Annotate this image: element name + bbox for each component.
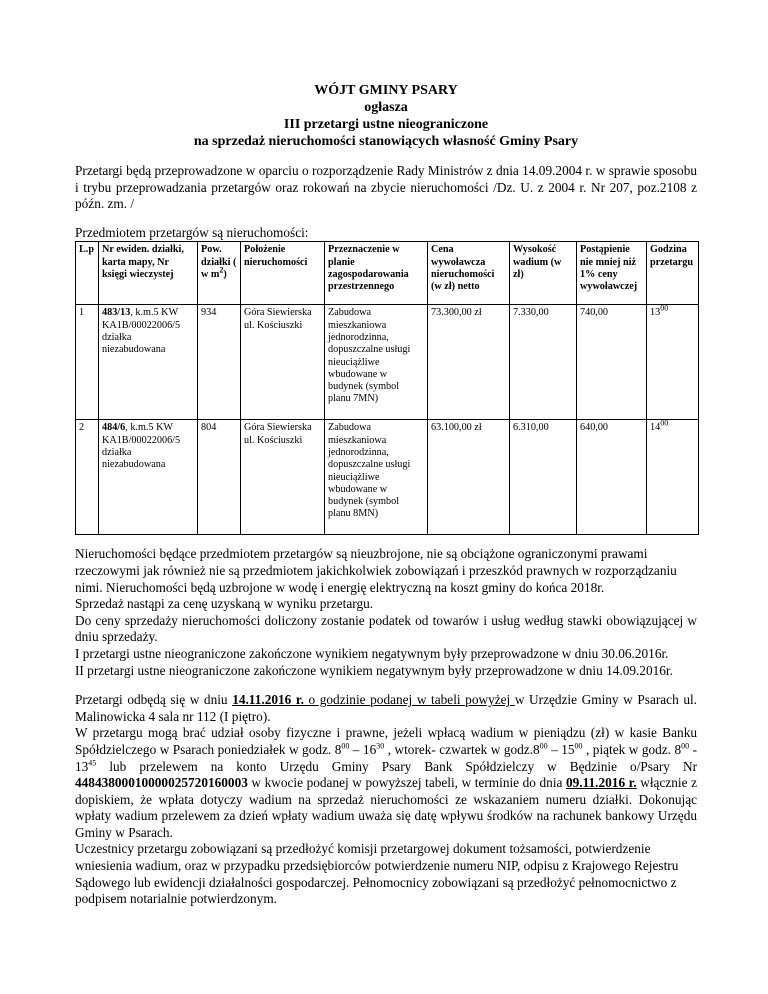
area-header-sup: 2	[219, 265, 224, 275]
cell-lp: 1	[76, 305, 99, 420]
cell-location: Góra Siewierska ul. Kościuszki	[241, 305, 325, 420]
col-header-price: Cena wywoławcza nieruchomości (w zł) netto	[428, 242, 510, 305]
cell-increment: 740,00	[577, 305, 647, 420]
header-description: na sprzedaż nieruchomości stanowiących własność Gminy Psary	[193, 134, 579, 149]
cell-parcel	[99, 305, 198, 420]
time-sup: 00	[539, 741, 548, 751]
deposit-deadline: 09.11.2016 r.	[566, 775, 637, 791]
parcel-details: , k.m.5 KW KA1B/00022006/5 działka niezabudowana	[102, 422, 181, 471]
cell-area: 804	[198, 420, 241, 535]
tender-date-text: Przetargi odbędą się w dniu	[75, 692, 233, 708]
col-header-time: Godzina przetargu	[647, 242, 699, 305]
properties-table	[75, 241, 699, 535]
deposit-text: , wtorek- czwartek w godz.8	[384, 741, 540, 757]
cell-area: 934	[198, 305, 241, 420]
cell-purpose: Zabudowa mieszkaniowa jednorodzinna, dopuszczalne usługi nieuciążliwe wbudowane w budynek (symbol planu 8MN)	[325, 420, 428, 535]
time-hour: 14	[650, 422, 661, 434]
col-header-deposit: Wysokość wadium (w zł)	[510, 242, 577, 305]
area-header-end: )	[223, 268, 227, 280]
table-row	[76, 305, 699, 420]
second-tender-paragraph: II przetargi ustne nieograniczone zakończone wynikiem negatywnym były przeprowadzone w dniu 14.09.2016r.	[75, 662, 673, 678]
cell-location: Góra Siewierska ul. Kościuszki	[241, 420, 325, 535]
first-tender-paragraph: I przetargi ustne nieograniczone zakończone wynikiem negatywnym były przeprowadzone w dniu 30.06.2016r.	[75, 645, 669, 661]
cell-deposit: 6.310,00	[510, 420, 577, 535]
sale-price-paragraph: Sprzedaż nastąpi za cenę uzyskaną w wyniku przetargu.	[75, 596, 374, 612]
header-title: WÓJT GMINY PSARY	[314, 83, 458, 98]
property-status-paragraph: Nieruchomości będące przedmiotem przetargów są nieuzbrojone, nie są obciążone ograniczonymi prawami rzeczowymi jak również nie są przedmiotem jakichkolwiek zobowiązań i przeszkód prawnych w rozporządzaniu nimi. Nieruchomości będą uzbrojone w wodę i energię elektryczną na koszt gminy do końca 2018r.	[75, 546, 677, 595]
deposit-text: , piątek w godz. 8	[582, 741, 682, 757]
announcement-header	[75, 82, 697, 150]
col-header-parcel: Nr ewiden. działki, karta mapy, Nr księgi wieczystej	[99, 242, 198, 305]
cell-price: 63.100,00 zł	[428, 420, 510, 535]
col-header-location: Położenie nieruchomości	[241, 242, 325, 305]
deposit-text: - 13	[75, 741, 698, 774]
vat-paragraph: Do ceny sprzedaży nieruchomości doliczony zostanie podatek od towarów i usług według stawki obowiązującej w dniu sprzedaży.	[75, 612, 697, 645]
deposit-text: W przetargu mogą brać udział osoby fizyczne i prawne, jeżeli wpłacą wadium w pieniądzu (zł) w kasie Banku Spółdzielczego w Psarach poniedziałek w godz. 8	[75, 725, 697, 757]
cell-price: 73.300,00 zł	[428, 305, 510, 420]
table-header-row	[76, 242, 699, 305]
area-header-text: Pow. działki ( w m	[201, 244, 237, 280]
time-minutes: 00	[660, 303, 669, 313]
parcel-number: 483/13	[102, 307, 131, 319]
table-row	[76, 420, 699, 535]
tender-date: 14.11.2016 r.	[232, 692, 304, 708]
tender-time-note: o godzinie podanej w tabeli powyżej	[303, 692, 515, 708]
intro-paragraph: Przetargi będą przeprowadzone w oparciu o rozporządzenie Rady Ministrów z dnia 14.09.2004 r. w sprawie sposobu i trybu przeprowadzania przetargów oraz rokowań na zbycie nieruchomości /Dz. U. z 2004 r. Nr 207, poz.2108 z późn. zm. /	[75, 163, 697, 212]
cell-time	[647, 420, 699, 535]
time-sup: 00	[341, 741, 350, 751]
cell-lp: 2	[76, 420, 99, 535]
parcel-number: 484/6	[102, 422, 126, 434]
conditions-section	[75, 546, 697, 679]
col-header-purpose: Przeznaczenie w planie zagospodarowania przestrzennego	[325, 242, 428, 305]
header-announces: ogłasza	[364, 100, 408, 115]
cell-parcel	[99, 420, 198, 535]
deposit-paragraph	[75, 725, 697, 841]
bank-account-number: 44843800010000025720160003	[75, 775, 248, 791]
deposit-text: – 15	[547, 741, 575, 757]
header-subject: III przetargi ustne nieograniczone	[283, 117, 489, 132]
deposit-text: lub przelewem na konto Urzędu Gminy Psary Bank Spółdzielczy w Będzinie o/Psary Nr	[96, 758, 697, 774]
deposit-text: w kwocie podanej w powyższej tabeli, w terminie do dnia	[247, 775, 566, 791]
parcel-details: , k.m.5 KW KA1B/00022006/5 działka niezabudowana	[102, 307, 181, 356]
col-header-area	[198, 242, 241, 305]
tender-place: w Urzędzie Gminy w Psarach ul. Malinowicka 4 sala nr 112 (I piętro).	[75, 692, 697, 724]
subject-line: Przedmiotem przetargów są nieruchomości:	[75, 224, 309, 240]
deposit-text: włącznie z dopiskiem, że wpłata dotyczy wadium na sprzedaż nieruchomości ze wskazaniem numeru działki. Dokonując wpłaty wadium przelewem za dzień wpłaty wadium uważa się datę wpływu środków na rachunek bankowy Urzędu Gminy w Psarach.	[75, 775, 697, 840]
cell-increment: 640,00	[577, 420, 647, 535]
time-sup: 00	[574, 741, 583, 751]
col-header-lp: L.p	[76, 242, 99, 305]
cell-deposit: 7.330,00	[510, 305, 577, 420]
deposit-text: – 16	[349, 741, 377, 757]
cell-purpose: Zabudowa mieszkaniowa jednorodzinna, dopuszczalne usługi nieuciążliwe wbudowane w budynek (symbol planu 7MN)	[325, 305, 428, 420]
time-sup: 30	[376, 741, 385, 751]
document-page	[75, 82, 697, 908]
participants-paragraph: Uczestnicy przetargu zobowiązani są przedłożyć komisji przetargowej dokument tożsamości, potwierdzenie wniesienia wadium, oraz w przypadku przedsiębiorców potwierdzenie numeru NIP, odpisu z Krajowego Rejestru Sądowego lub ewidencji działalności gospodarczej. Pełnomocnicy zobowiązani są przedłożyć pełnomocnictwo z podpisem notarialnie potwierdzonym.	[75, 841, 679, 907]
col-header-increment: Postąpienie nie mniej niż 1% ceny wywoławczej	[577, 242, 647, 305]
tender-date-paragraph	[75, 692, 697, 725]
time-sup: 45	[88, 758, 97, 768]
time-minutes: 00	[660, 418, 669, 428]
time-sup: 00	[681, 741, 690, 751]
time-hour: 13	[650, 307, 661, 319]
tender-details-section	[75, 692, 697, 908]
cell-time	[647, 305, 699, 420]
